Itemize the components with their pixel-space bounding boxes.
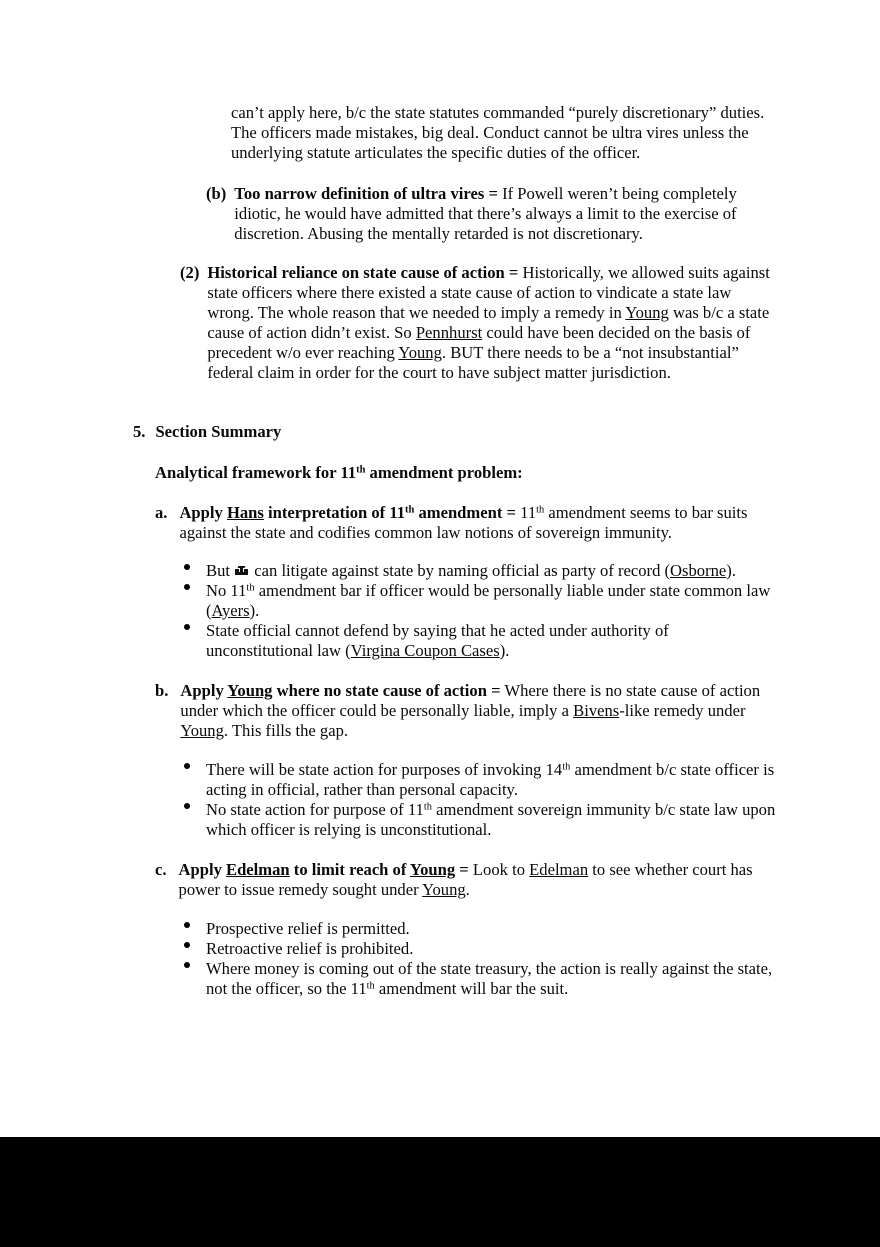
list-marker-a: a. bbox=[155, 503, 168, 522]
list-marker-b2: b. bbox=[155, 681, 169, 700]
case-citation-hans: Hans bbox=[226, 503, 264, 522]
case-citation-bivens: Bivens bbox=[573, 700, 620, 720]
list-item-b2-body-2: -like remedy under bbox=[619, 700, 746, 720]
list-item-c-heading-2: to limit reach of bbox=[289, 860, 410, 879]
bullet-a-2-superscript: th bbox=[246, 582, 255, 594]
bullet-b-2-text bbox=[206, 800, 779, 840]
list-item-2-text-1: Historically, we allowed suits against state officers where there existed a state cause of action to vindicate a state law wrong. The whole reason that we needed to imply a remedy in bbox=[207, 263, 770, 322]
list-item-c-body-3: . bbox=[465, 879, 470, 899]
bullet-icon bbox=[184, 621, 206, 641]
list-item-b bbox=[206, 184, 779, 244]
bullet-icon bbox=[184, 760, 206, 780]
list-item-c-body bbox=[167, 860, 779, 900]
bullet-a-2-text bbox=[206, 581, 779, 621]
case-citation-edelman-2: Edelman bbox=[529, 860, 589, 879]
bullet-c-3-text-1: Where money is coming out of the state treasury, the action is really against the state, not the officer, so the 11 bbox=[206, 958, 773, 998]
case-citation-young-6: Young bbox=[422, 879, 466, 899]
symbol-glyph-icon bbox=[235, 565, 248, 577]
list-item-a-body bbox=[167, 503, 779, 543]
case-citation-pennhurst: Pennhurst bbox=[415, 322, 483, 342]
bullet-icon bbox=[184, 919, 206, 939]
bullet-list-c bbox=[184, 919, 779, 999]
bullet-icon bbox=[184, 939, 206, 959]
list-item-c-body-2: to see whether court has power to issue remedy sought under bbox=[178, 860, 753, 899]
list-item-b2 bbox=[155, 681, 779, 741]
bullet-c-3-superscript: th bbox=[366, 980, 375, 992]
bullet-c-3-text bbox=[206, 959, 779, 999]
case-citation-young-4: Young bbox=[180, 720, 224, 740]
bullet-c-1-text: Prospective relief is permitted. bbox=[206, 919, 410, 938]
bullet-b-2-text-1: No state action for purpose of 11 bbox=[206, 799, 424, 819]
bullet-b-2-superscript: th bbox=[423, 801, 432, 813]
bullet-b-1-text bbox=[206, 760, 779, 800]
list-item-bullet bbox=[184, 621, 779, 661]
bullet-list-b bbox=[184, 760, 779, 840]
list-item-a-heading-3: amendment bbox=[414, 503, 503, 522]
case-citation-edelman: Edelman bbox=[226, 860, 290, 879]
list-item-bullet bbox=[184, 939, 779, 959]
bullet-icon bbox=[184, 561, 206, 581]
list-item-a bbox=[155, 503, 779, 543]
case-citation-young: Young bbox=[625, 302, 669, 322]
list-item-bullet bbox=[184, 919, 779, 939]
bullet-icon bbox=[184, 959, 206, 979]
list-item-a-equals: = bbox=[506, 503, 516, 522]
list-item-b2-body-1: Where there is no state cause of action under which the officer could be personally liable, imply a bbox=[180, 681, 761, 720]
list-item-2-equals: = bbox=[508, 263, 519, 282]
list-item-c-equals: = bbox=[459, 860, 469, 879]
bullet-a-3-text-3: ). bbox=[499, 640, 510, 660]
bullet-b-1-superscript: th bbox=[562, 761, 571, 773]
list-item-a-body-superscript: th bbox=[536, 504, 545, 516]
list-item-bullet bbox=[184, 959, 779, 999]
list-marker-b: (b) bbox=[206, 184, 227, 203]
list-item-a-body-1: 11 bbox=[520, 503, 537, 522]
list-item-bullet bbox=[184, 581, 779, 621]
list-item-2-text-3: could have been decided on the basis of precedent w/o ever reaching bbox=[207, 322, 751, 362]
list-item-bullet bbox=[184, 561, 779, 581]
bullet-b-1-text-2: amendment b/c state officer is acting in official, rather than personal capacity. bbox=[206, 760, 775, 799]
list-item-2 bbox=[180, 263, 779, 382]
bullet-a-1-text-1: But bbox=[206, 561, 235, 580]
framework-heading bbox=[155, 463, 755, 483]
list-item-b-heading: Too narrow definition of ultra vires bbox=[234, 184, 485, 203]
framework-heading-text-before: Analytical framework for 11 bbox=[155, 463, 357, 482]
bullet-icon bbox=[184, 581, 206, 601]
bullet-b-1-text-1: There will be state action for purposes of invoking 14 bbox=[206, 760, 563, 779]
case-citation-osborne: Osborne bbox=[670, 561, 727, 580]
list-item-2-body bbox=[199, 263, 779, 382]
case-citation-virgina-coupon-cases: Virgina Coupon Cases bbox=[350, 640, 500, 660]
bullet-c-2-text: Retroactive relief is prohibited. bbox=[206, 938, 414, 958]
bullet-a-1-text-2: can litigate against state by naming official as party of record ( bbox=[250, 561, 671, 580]
list-marker-c: c. bbox=[155, 860, 167, 879]
list-item-b2-body-3: . This fills the gap. bbox=[223, 720, 349, 740]
bullet-icon bbox=[184, 800, 206, 820]
case-citation-ayers: Ayers bbox=[211, 600, 250, 620]
list-item-c-body-1: Look to bbox=[472, 860, 530, 879]
list-item-b-body bbox=[226, 184, 779, 244]
section-heading bbox=[133, 422, 633, 442]
list-item-a-heading-superscript: th bbox=[405, 504, 415, 516]
bullet-list-a bbox=[184, 561, 779, 661]
list-item-b2-heading-2: where no state cause of action bbox=[272, 681, 487, 700]
paragraph-continuation-text: can’t apply here, b/c the state statutes commanded “purely discretionary” duties. The officers made mistakes, big deal. Conduct cannot be ultra vires unless the underlying statute articulates the specific duties of the officer. bbox=[231, 103, 765, 162]
list-item-bullet bbox=[184, 800, 779, 840]
bullet-a-1-text bbox=[206, 561, 779, 581]
section-heading-title: Section Summary bbox=[155, 422, 282, 441]
bullet-a-2-text-3: ). bbox=[249, 600, 260, 620]
list-item-c-heading-1: Apply bbox=[178, 860, 227, 879]
bullet-c-3-text-2: amendment will bar the suit. bbox=[374, 978, 569, 998]
bullet-b-2-text-2: amendment sovereign immunity b/c state law upon which officer is relying is unconstitutional. bbox=[206, 799, 776, 839]
bullet-a-1-text-3: ). bbox=[726, 561, 736, 580]
list-item-2-heading: Historical reliance on state cause of action bbox=[207, 263, 505, 282]
list-item-b-text: If Powell weren’t being completely idiotic, he would have admitted that there’s always a limit to the exercise of discretion. Abusing the mentally retarded is not discretionary. bbox=[234, 184, 737, 243]
bullet-a-2-text-2: amendment bar if officer would be personally liable under state common law ( bbox=[206, 580, 771, 620]
case-citation-young-3: Young bbox=[227, 681, 273, 700]
bullet-a-2-text-1: No 11 bbox=[206, 580, 247, 600]
list-item-a-heading-2: interpretation of 11 bbox=[263, 503, 406, 522]
list-item-2-text-2: was b/c a state cause of action didn’t exist. So bbox=[207, 302, 770, 342]
list-item-a-heading-1: Apply bbox=[179, 503, 227, 522]
framework-heading-text-after: amendment problem: bbox=[365, 463, 523, 482]
list-item-c bbox=[155, 860, 779, 900]
case-citation-young-5: Young bbox=[409, 860, 456, 879]
list-marker-2: (2) bbox=[180, 263, 200, 282]
list-item-b2-body bbox=[168, 681, 779, 741]
bullet-a-3-text bbox=[206, 621, 779, 661]
scan-black-band-bottom bbox=[0, 1137, 880, 1247]
paragraph-continuation bbox=[231, 103, 779, 163]
list-item-a-body-2: amendment seems to bar suits against the state and codifies common law notions of sovereign immunity. bbox=[179, 503, 748, 542]
section-heading-marker: 5. bbox=[133, 422, 146, 441]
list-item-2-text-4: . BUT there needs to be a “not insubstantial” federal claim in order for the court to have subject matter jurisdiction. bbox=[207, 342, 739, 382]
framework-heading-superscript: th bbox=[356, 464, 366, 476]
case-citation-young-2: Young bbox=[398, 342, 442, 362]
list-item-bullet bbox=[184, 760, 779, 800]
list-item-b2-heading-1: Apply bbox=[180, 681, 228, 700]
list-item-b-equals: = bbox=[488, 184, 498, 203]
bullet-a-3-text-1: State official cannot defend by saying that he acted under authority of unconstitutional law ( bbox=[206, 620, 669, 660]
list-item-b2-equals: = bbox=[491, 681, 501, 700]
